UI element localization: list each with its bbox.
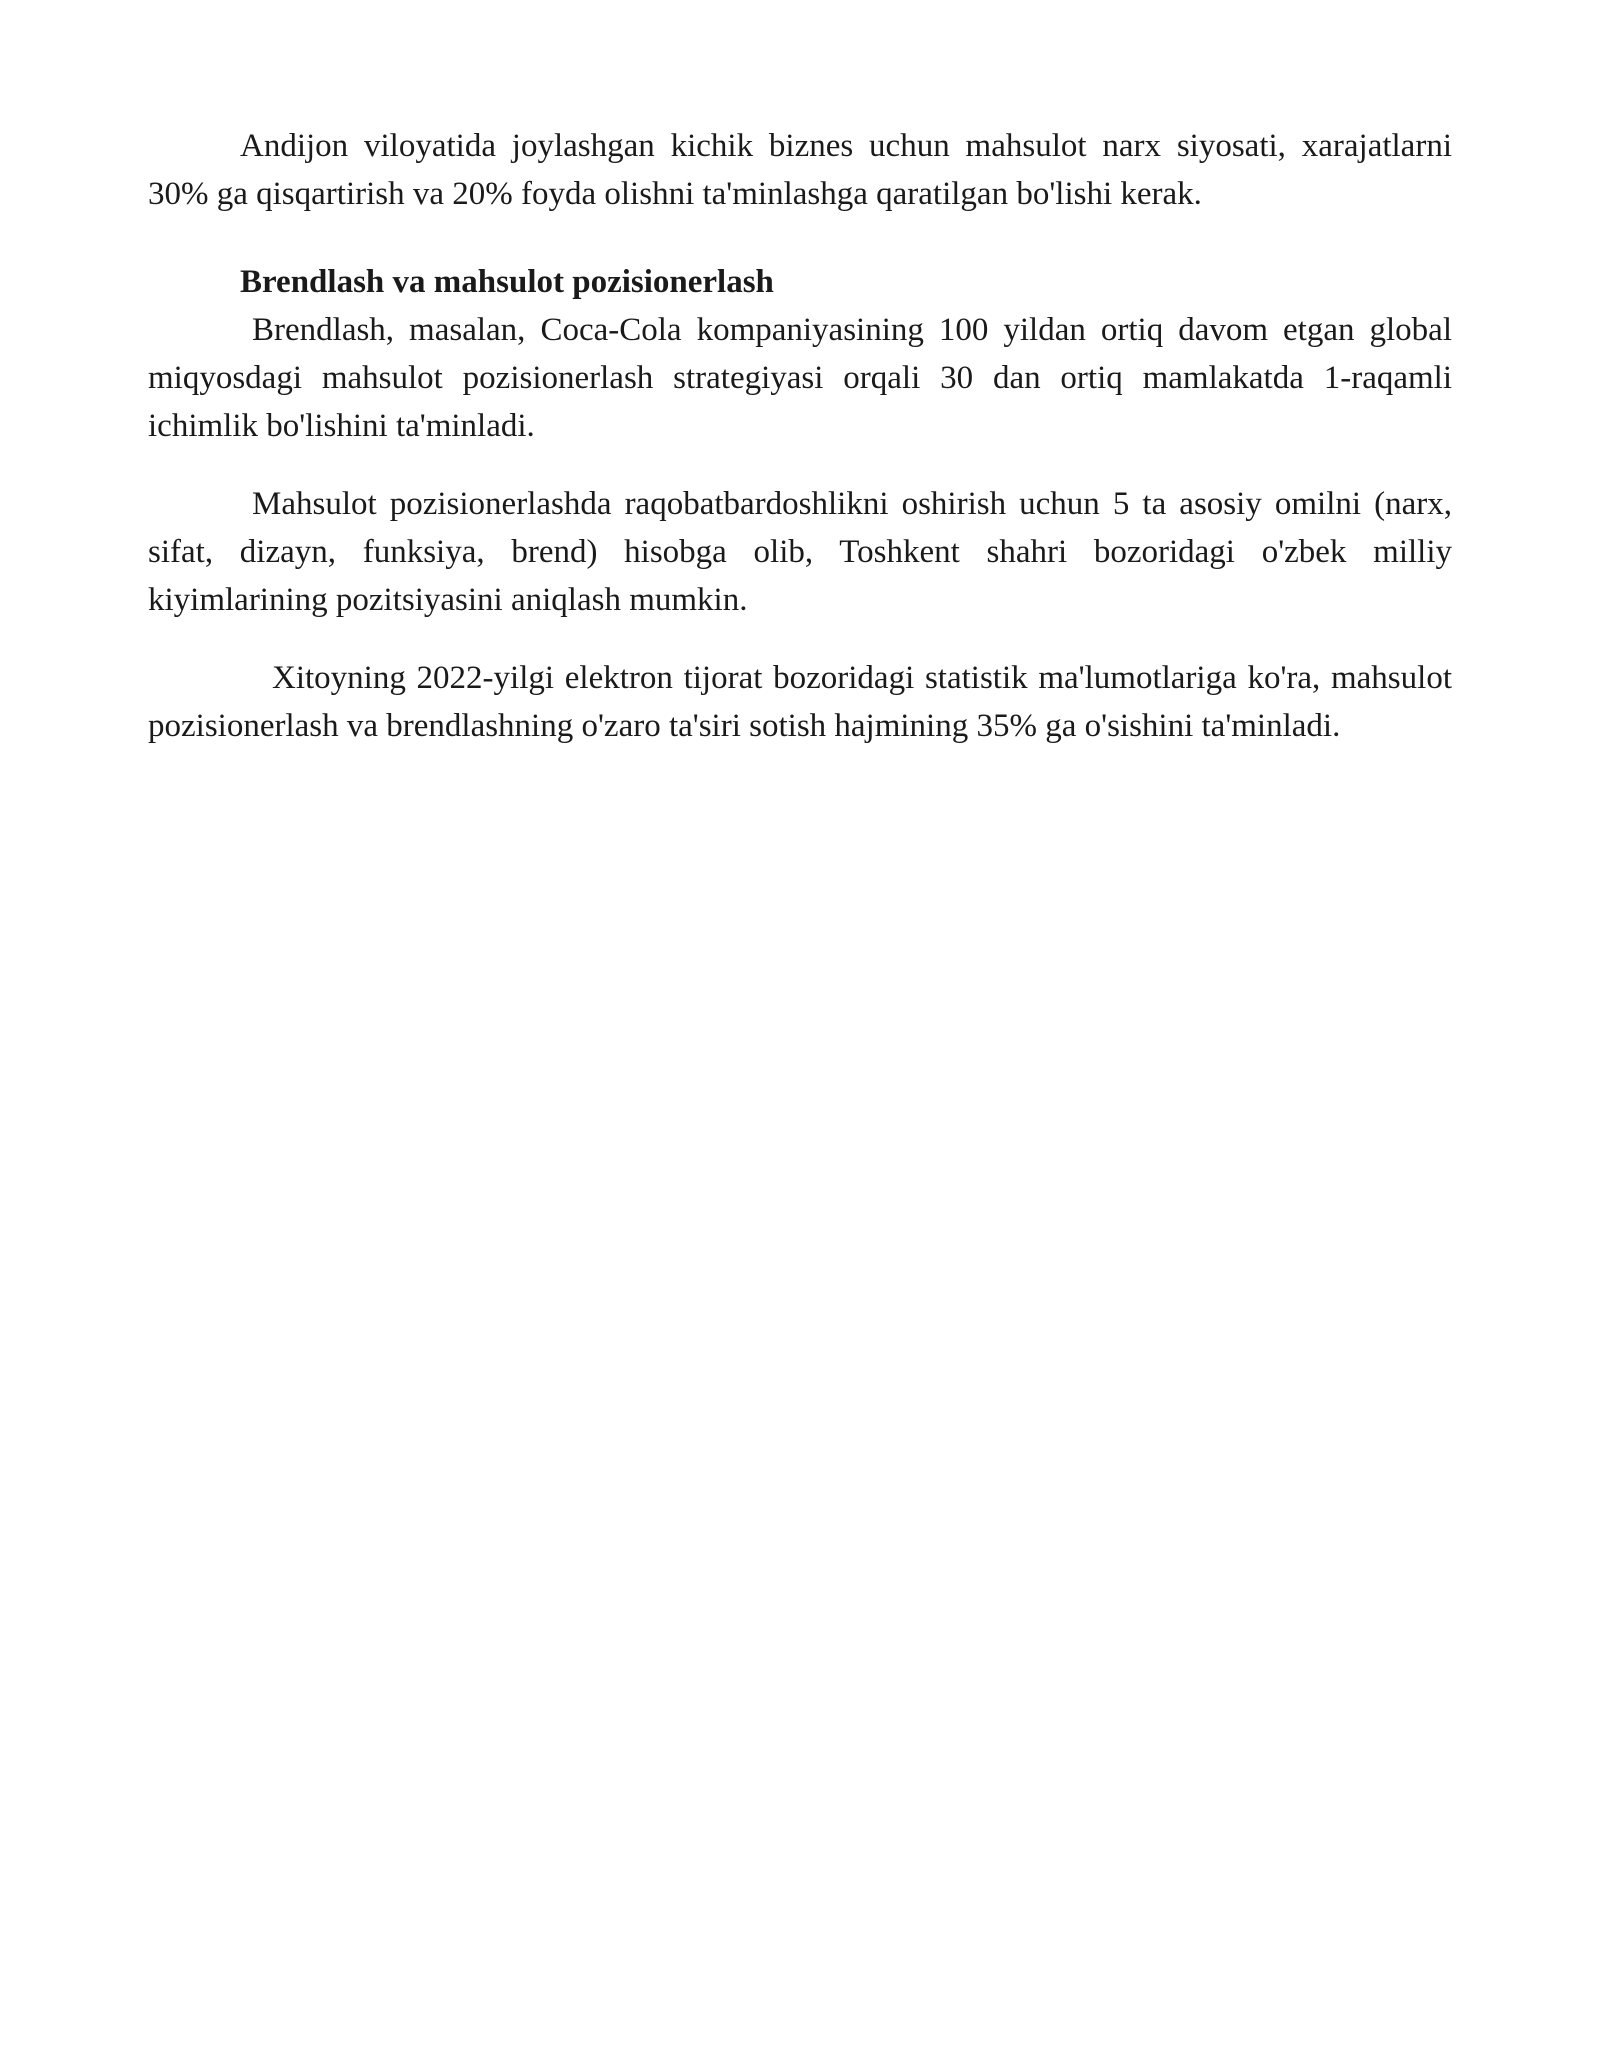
paragraph-pricing-policy: Andijon viloyatida joylashgan kichik biznes uchun mahsulot narx siyosati, xarajatlarni 30% ga qisqartirish va 20% foyda olishni ta'minlashga qaratilgan bo'lishi kerak. — [148, 128, 1452, 212]
paragraph-positioning: Mahsulot pozisionerlashda raqobatbardoshlikni oshirish uchun 5 ta asosiy omilni (narx, sifat, dizayn, funksiya, brend) hisobga olib, Toshkent shahri bozoridagi o'zbek milliy kiyimlarining pozitsiyasini aniqlash mumkin. — [148, 486, 1452, 618]
paragraph-branding: Brendlash, masalan, Coca-Cola kompaniyasining 100 yildan ortiq davom etgan global miqyosdagi mahsulot pozisionerlash strategiyasi orqali 30 dan ortiq mamlakatda 1-raqamli ichimlik bo'lishini ta'minladi. — [148, 312, 1452, 444]
paragraph-spacer — [148, 450, 1452, 480]
section-heading: Brendlash va mahsulot pozisionerlash — [240, 264, 774, 300]
paragraph-spacer — [148, 624, 1452, 654]
paragraph-spacer — [148, 218, 1452, 258]
page-content — [148, 122, 1452, 750]
paragraph-china-ecommerce: Xitoyning 2022-yilgi elektron tijorat bozoridagi statistik ma'lumotlariga ko'ra, mahsulot pozisionerlash va brendlashning o'zaro ta'siri sotish hajmining 35% ga o'sishini ta'minladi. — [148, 660, 1452, 744]
